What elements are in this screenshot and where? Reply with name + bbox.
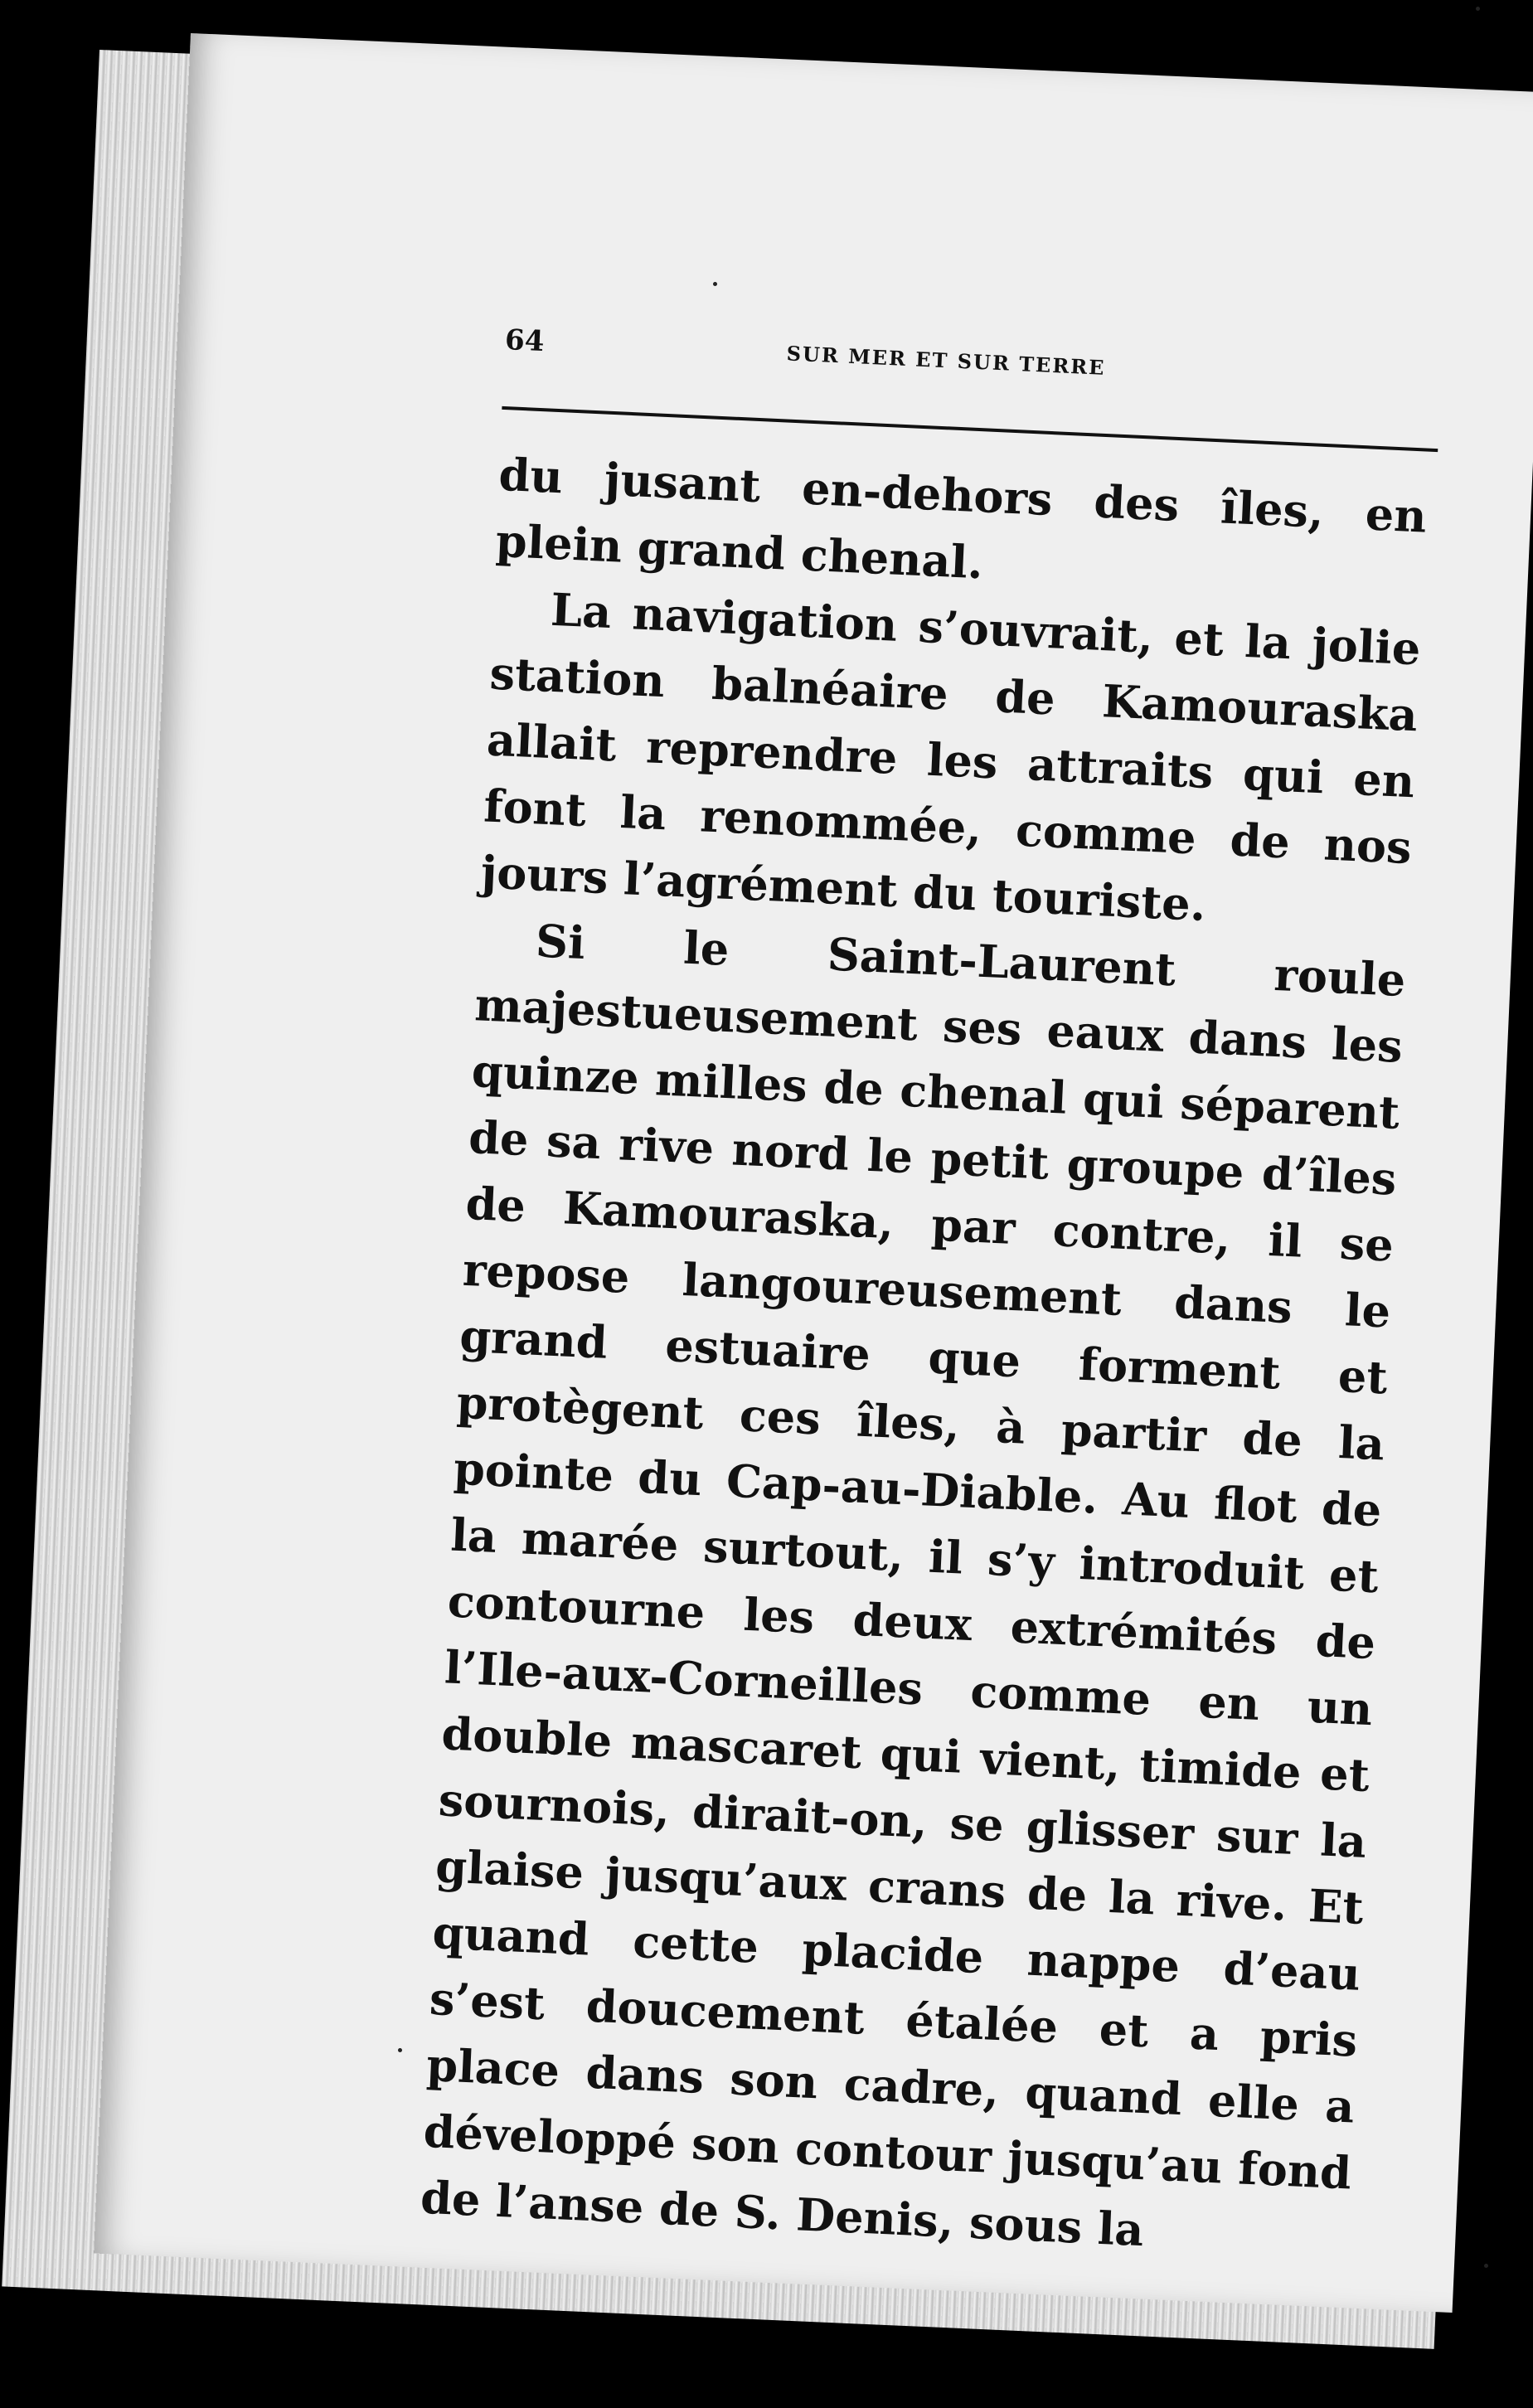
dust-speck bbox=[1476, 7, 1480, 11]
dust-speck bbox=[1484, 2264, 1488, 2268]
paragraph-saint-laurent: Si le Saint-Laurent roule majestueusement ses eaux dans les quinze milles de chenal qui séparent de sa rive nord le petit groupe d’îles de Kamouraska, par contre, il se repose langoureusement dans le grand estuaire que forment et protègent ces îles, à partir de la pointe du Cap-au-Diable. Au flot de la marée surtout, il s’y introduit et contourne les deux extrémités de l’Ile-aux-Corneilles comme en un double mascaret qui vient, timide et sournois, dirait-on, se glisser sur la glaise jusqu’aux crans de la rive. Et quand cette placide nappe d’eau s’est doucement étalée et a pris place dans son cadre, quand elle a développé son contour jusqu’au fond de l’anse de S. Denis, sous la bbox=[419, 914, 1407, 2257]
paragraph-continued: du jusant en-dehors des îles, en plein grand chenal. bbox=[494, 447, 1429, 590]
dust-speck bbox=[713, 282, 717, 286]
running-title: SUR MER ET SUR TERRE bbox=[786, 341, 1107, 380]
dust-speck bbox=[398, 2048, 402, 2052]
page-text-block bbox=[420, 323, 1483, 2274]
body-text bbox=[420, 441, 1429, 2273]
paragraph-navigation: La navigation s’ouvrait, et la jolie station balnéaire de Kamouraska allait reprendre les attraits qui en font la renommée, comme de nos jours l’agrément du touriste. bbox=[479, 582, 1422, 931]
page-number: 64 bbox=[504, 323, 546, 359]
header-rule bbox=[502, 406, 1438, 452]
